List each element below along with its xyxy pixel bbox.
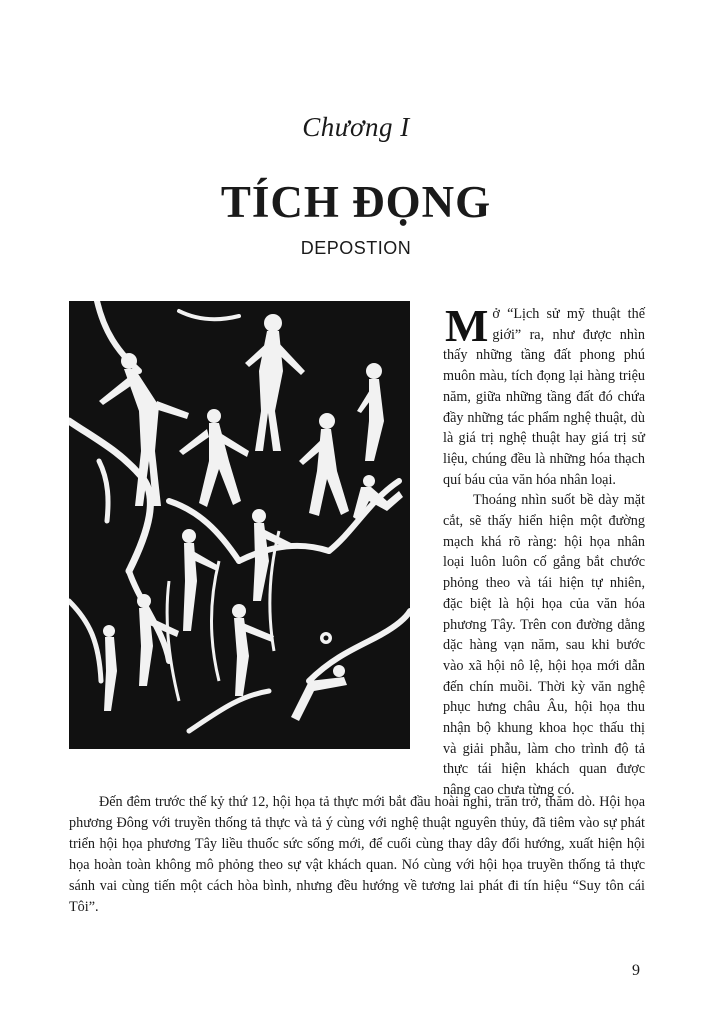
main-body-text (69, 792, 645, 918)
side-paragraph-2: Thoáng nhìn suốt bề dày mặt cắt, sẽ thấy hiển hiện một đường mạch khá rõ ràng: hội họa nhân loại luôn luôn cố gắng bắt chước phỏng theo và tái hiện tự nhiên, đặc biệt là hội họa của văn hóa phương Tây. Trên con đường dằng dặc hàng vạn năm, sau khi bước vào xã hội nô lệ, hội họa mới dẫn đến chín muồi. Thời kỳ văn nghệ phục hưng châu Âu, hội họa thu nhận bộ khung khoa học thấu thị và giải phẫu, làm cho trình độ tả thực tái hiện khách quan được nâng cao chưa từng có. (443, 492, 645, 799)
chapter-heading: Chương I (302, 112, 410, 142)
cave-painting-figures-icon (69, 301, 410, 749)
chapter-subtitle: DEPOSTION (300, 238, 412, 258)
page-number: 9 (632, 962, 640, 979)
side-paragraph-1-text: ở “Lịch sử mỹ thuật thế giới” ra, như được nhìn thấy những tầng đất phong phú muôn màu, tích đọng lại hàng triệu năm, giữa những tầng đất đó chứa đầy những tác phẩm nghệ thuật, dù là giá trị nghệ thuật hay giá trị sử liệu, chúng đều là những hóa thạch quí báu của văn hóa nhân loại. (443, 306, 645, 488)
drop-cap: M (445, 300, 489, 351)
chapter-title: TÍCH ĐỌNG (220, 177, 492, 227)
side-column-text (443, 300, 645, 801)
main-paragraph-1: Đến đêm trước thế kỷ thứ 12, hội họa tả thực mới bắt đầu hoài nghi, trăn trở, thăm dò. Hội họa phương Đông với truyền thống tả thực và tả ý cùng với nghệ thuật nguyên thủy, đã tiêm vào sự phát triển hội họa phương Tây liều thuốc sức sống mới, để cuối cùng thay dây đổi hướng, xuất hiện hội họa hoàn toàn không mô phỏng theo sự vật khách quan. Nó cùng với hội họa truyền thống tả thực sánh vai cùng tiến một cách hòa bình, nhưng đều hướng về tương lai phát đi tín hiệu “Suy tôn cái Tôi”. (69, 794, 645, 915)
cave-painting-image (69, 301, 410, 749)
side-paragraph-1 (443, 300, 645, 490)
